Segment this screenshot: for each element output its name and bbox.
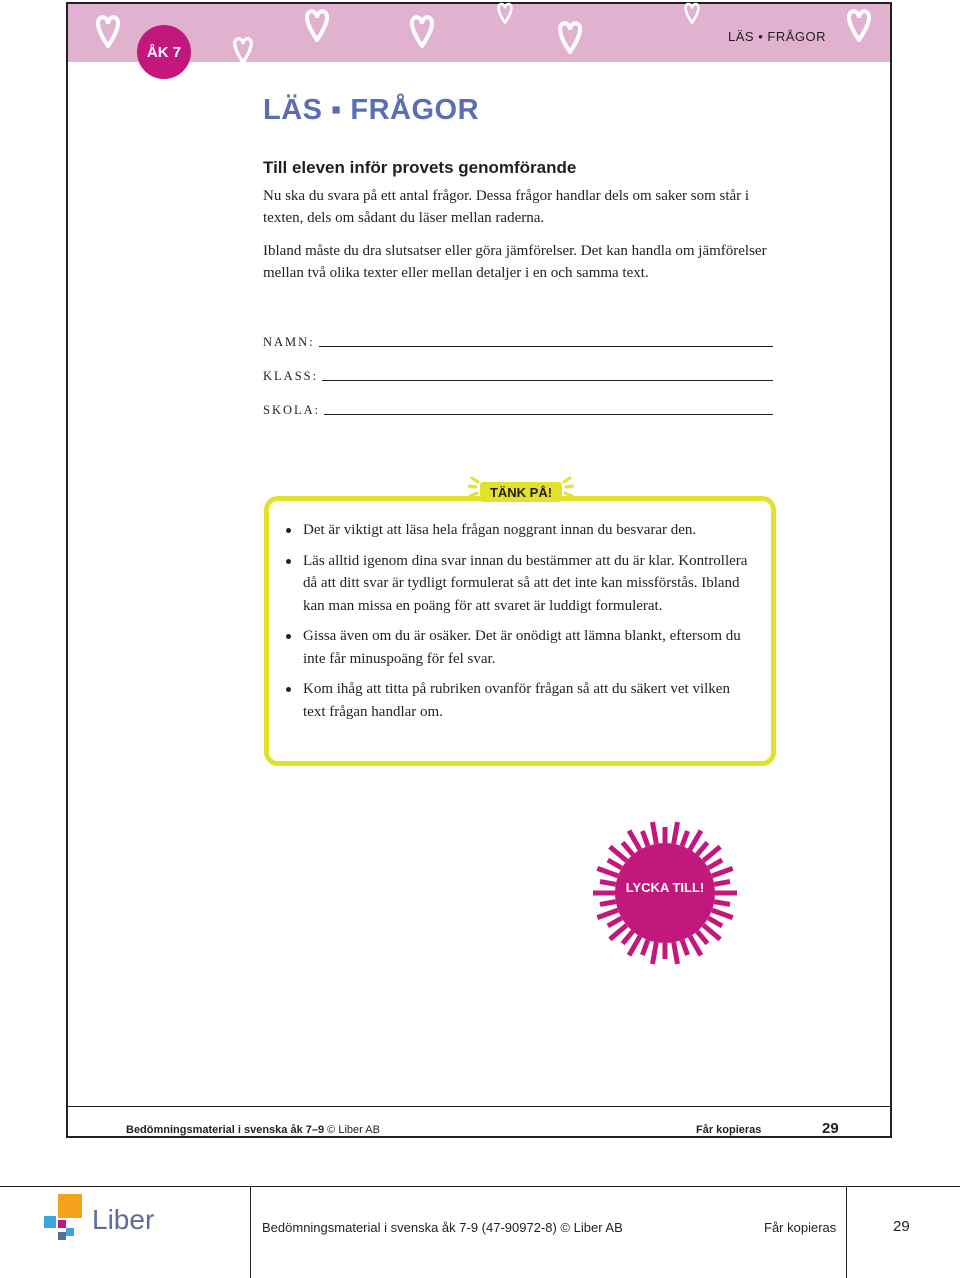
seal-ray xyxy=(703,925,720,939)
heart-icon xyxy=(232,36,254,64)
seal-ray xyxy=(597,910,618,918)
heart-icon xyxy=(847,8,871,42)
class-field[interactable] xyxy=(263,364,773,384)
seal-ray xyxy=(642,940,647,955)
class-label: KLASS: xyxy=(263,369,319,383)
footer-page-number: 29 xyxy=(822,1120,839,1137)
seal-ray xyxy=(652,942,656,964)
seal-ray xyxy=(674,822,678,844)
heart-icon xyxy=(305,8,329,42)
name-line[interactable] xyxy=(319,345,773,347)
seal-ray xyxy=(674,942,678,964)
seal-ray xyxy=(652,822,656,844)
tips-label: TÄNK PÅ! xyxy=(480,482,562,502)
tip-text: Gissa även om du är osäker. Det är onödigt att lämna blankt, eftersom du inte får minuspoäng för fel svar. xyxy=(303,628,741,667)
intro-paragraph-1: Nu ska du svara på ett antal frågor. Dessa frågor handlar dels om saker som står i texten, dels om sådant du läser mellan raderna. xyxy=(263,188,750,226)
publisher-title: Bedömningsmaterial i svenska åk 7-9 (47-90972-8) © Liber AB xyxy=(262,1220,623,1235)
seal-ray xyxy=(642,831,647,846)
tip-text: Det är viktigt att läsa hela frågan noggrant innan du besvarar den. xyxy=(303,522,697,538)
bullet-icon xyxy=(286,687,291,692)
seal-ray xyxy=(608,860,622,868)
liber-logo-text: Liber xyxy=(92,1204,155,1235)
seal-ray xyxy=(629,831,640,850)
list-item xyxy=(286,678,756,723)
seal-ray xyxy=(712,910,733,918)
heart-icon xyxy=(410,14,434,48)
seal-ray xyxy=(610,847,627,861)
footer-publisher: © Liber AB xyxy=(327,1124,380,1136)
seal-ray xyxy=(690,936,701,955)
seal-ray xyxy=(703,847,720,861)
list-item xyxy=(286,550,756,618)
seal-ray xyxy=(629,936,640,955)
list-item xyxy=(286,519,756,542)
heart-icon xyxy=(494,2,516,24)
seal-ray xyxy=(623,842,633,854)
school-label: SKOLA: xyxy=(263,403,321,417)
page-title: LÄS ▪ FRÅGOR xyxy=(263,94,480,126)
seal-ray xyxy=(608,918,622,926)
instruction-heading: Till eleven inför provets genomförande xyxy=(263,158,577,177)
seal-ray xyxy=(712,868,733,876)
tips-list xyxy=(286,519,756,731)
seal-ray xyxy=(610,925,627,939)
bullet-icon xyxy=(286,528,291,533)
name-field[interactable] xyxy=(263,330,773,350)
seal-ray xyxy=(682,940,687,955)
school-field[interactable] xyxy=(263,398,773,418)
seal-ray xyxy=(597,868,618,876)
heart-icon xyxy=(681,2,703,24)
footer-copy-note: Får kopieras xyxy=(696,1124,762,1136)
seal-ray xyxy=(697,842,707,854)
publisher-page-number: 29 xyxy=(893,1218,910,1235)
section-label: LÄS • FRÅGOR xyxy=(728,29,826,44)
seal-ray xyxy=(623,931,633,943)
intro-paragraph-2: Ibland måste du dra slutsatser eller göra jämförelser. Det kan handla om jämförelser mellan två olika texter eller mellan detaljer i en och samma text. xyxy=(263,243,767,281)
footer-title: Bedömningsmaterial i svenska åk 7–9 xyxy=(126,1124,325,1136)
publisher-divider xyxy=(846,1186,847,1278)
seal-ray xyxy=(697,931,707,943)
seal-ray xyxy=(682,831,687,846)
good-luck-text: LYCKA TILL! xyxy=(625,880,705,895)
publisher-divider xyxy=(250,1186,251,1278)
seal-ray xyxy=(708,918,722,926)
school-line[interactable] xyxy=(324,413,773,415)
heart-icon xyxy=(96,14,120,48)
seal-ray xyxy=(600,902,616,905)
grade-badge: ÅK 7 xyxy=(137,25,191,79)
footer-divider xyxy=(68,1106,890,1107)
bullet-icon xyxy=(286,559,291,564)
seal-ray xyxy=(690,831,701,850)
heart-icon xyxy=(558,20,582,54)
tip-text: Läs alltid igenom dina svar innan du bestämmer att du är klar. Kontrollera då att ditt svar är tydligt formulerat så att det inte kan missförstås. Ibland kan man missa en poäng för att svaret är luddigt formulerat. xyxy=(303,552,748,614)
bullet-icon xyxy=(286,634,291,639)
liber-logo-icon xyxy=(44,1194,84,1244)
seal-ray xyxy=(714,902,730,905)
class-line[interactable] xyxy=(322,379,773,381)
name-label: NAMN: xyxy=(263,335,315,349)
footer-credit xyxy=(126,1124,380,1136)
publisher-copy-note: Får kopieras xyxy=(764,1220,837,1235)
list-item xyxy=(286,625,756,670)
tip-text: Kom ihåg att titta på rubriken ovanför frågan så att du säkert vet vilken text frågan handlar om. xyxy=(303,681,730,720)
seal-ray xyxy=(708,860,722,868)
